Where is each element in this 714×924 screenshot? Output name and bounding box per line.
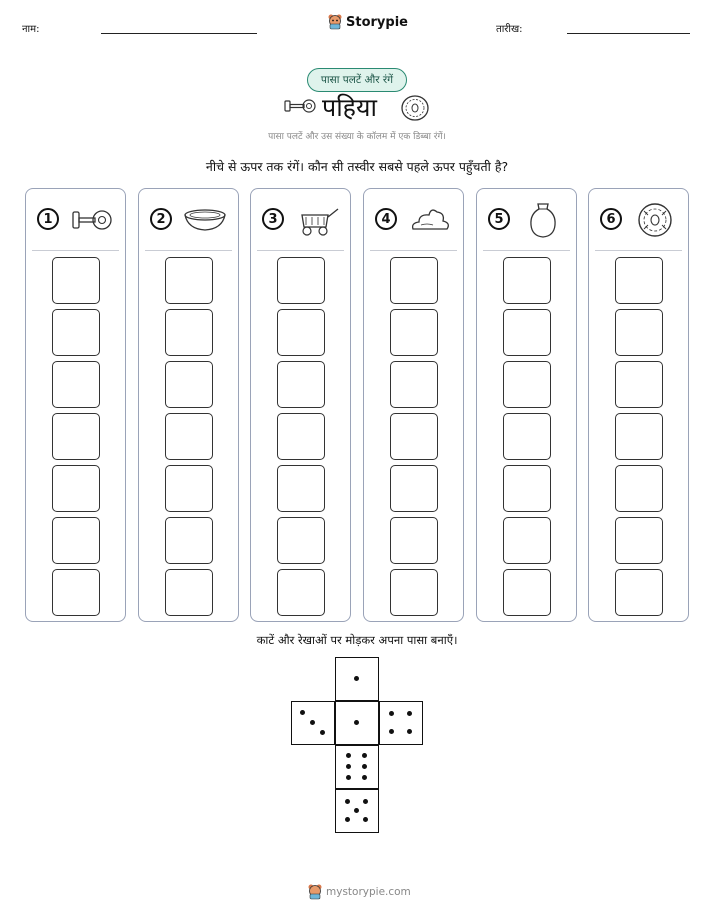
color-box[interactable]: [503, 257, 551, 304]
die-pip: [346, 775, 351, 780]
die-pip: [346, 764, 351, 769]
color-box[interactable]: [52, 517, 100, 564]
column-4: [363, 188, 464, 622]
activity-badge: पासा पलटें और रंगें: [307, 68, 407, 92]
wagon-icon: [294, 201, 340, 239]
die-pip: [363, 799, 368, 804]
die-pip: [354, 676, 359, 681]
color-box[interactable]: [52, 413, 100, 460]
color-box[interactable]: [277, 413, 325, 460]
die-pip: [346, 753, 351, 758]
column-number: 5: [488, 208, 510, 230]
color-box[interactable]: [277, 257, 325, 304]
die-pip: [362, 753, 367, 758]
color-box[interactable]: [390, 309, 438, 356]
cut-instruction: काटें और रेखाओं पर मोड़कर अपना पासा बनाएँ।: [256, 633, 458, 647]
color-box[interactable]: [277, 361, 325, 408]
color-box[interactable]: [615, 517, 663, 564]
column-divider: [257, 250, 344, 251]
color-box[interactable]: [165, 465, 213, 512]
die-pip: [362, 764, 367, 769]
color-box[interactable]: [277, 465, 325, 512]
die-pip: [354, 720, 359, 725]
color-box[interactable]: [390, 517, 438, 564]
die-pip: [363, 817, 368, 822]
die-face-top: [335, 657, 379, 701]
footer-bear-icon: [308, 884, 322, 900]
color-box[interactable]: [52, 361, 100, 408]
color-box[interactable]: [503, 465, 551, 512]
die-face-left: [291, 701, 335, 745]
column-number: 2: [150, 208, 172, 230]
dumbbell-icon: [69, 201, 115, 239]
die-face-center: [335, 701, 379, 745]
column-2: [138, 188, 239, 622]
color-box[interactable]: [277, 517, 325, 564]
page-subtitle: पासा पलटें और उस संख्या के कॉलम में एक डिब्बा रंगें।: [268, 132, 446, 142]
column-5: [476, 188, 577, 622]
die-pip: [345, 817, 350, 822]
color-box[interactable]: [615, 309, 663, 356]
color-box[interactable]: [52, 257, 100, 304]
color-box[interactable]: [503, 361, 551, 408]
die-face-bottom: [335, 789, 379, 833]
die-pip: [407, 711, 412, 716]
page-title: पहिया: [322, 93, 377, 122]
color-box[interactable]: [390, 361, 438, 408]
footer: [308, 884, 411, 900]
color-box[interactable]: [390, 413, 438, 460]
column-divider: [370, 250, 457, 251]
color-box[interactable]: [52, 569, 100, 616]
name-label: नाम:: [22, 24, 40, 35]
name-line: [101, 33, 257, 34]
color-box[interactable]: [165, 361, 213, 408]
footer-url: mystorypie.com: [326, 886, 411, 898]
color-box[interactable]: [503, 517, 551, 564]
title-wheel-icon: [400, 94, 430, 122]
instruction-text: नीचे से ऊपर तक रंगें। कौन सी तस्वीर सबसे पहले ऊपर पहुँचती है?: [205, 159, 509, 174]
color-box[interactable]: [165, 257, 213, 304]
column-divider: [145, 250, 232, 251]
vase-icon: [520, 201, 566, 239]
die-pip: [320, 730, 325, 735]
die-face-lower: [335, 745, 379, 789]
date-line: [567, 33, 690, 34]
color-box[interactable]: [615, 569, 663, 616]
brand-logo: [328, 14, 408, 30]
bowl-icon: [182, 201, 228, 239]
column-divider: [483, 250, 570, 251]
color-box[interactable]: [615, 465, 663, 512]
column-number: 3: [262, 208, 284, 230]
color-box[interactable]: [277, 569, 325, 616]
column-number: 1: [37, 208, 59, 230]
color-box[interactable]: [165, 569, 213, 616]
date-label: तारीख:: [496, 24, 523, 35]
color-box[interactable]: [165, 413, 213, 460]
color-box[interactable]: [390, 569, 438, 616]
die-pip: [310, 720, 315, 725]
color-box[interactable]: [390, 257, 438, 304]
color-box[interactable]: [390, 465, 438, 512]
die-pip: [300, 710, 305, 715]
die-pip: [362, 775, 367, 780]
column-3: [250, 188, 351, 622]
color-box[interactable]: [503, 309, 551, 356]
column-number: 6: [600, 208, 622, 230]
color-box[interactable]: [503, 413, 551, 460]
column-divider: [595, 250, 682, 251]
die-pip: [345, 799, 350, 804]
column-number: 4: [375, 208, 397, 230]
column-1: [25, 188, 126, 622]
color-box[interactable]: [615, 257, 663, 304]
die-pip: [389, 711, 394, 716]
column-divider: [32, 250, 119, 251]
column-6: [588, 188, 689, 622]
color-box[interactable]: [52, 465, 100, 512]
donut-icon: [632, 201, 678, 239]
color-box[interactable]: [277, 309, 325, 356]
die-pip: [354, 808, 359, 813]
color-box[interactable]: [615, 361, 663, 408]
brand-name: Storypie: [346, 14, 408, 30]
color-box[interactable]: [615, 413, 663, 460]
color-box[interactable]: [165, 309, 213, 356]
die-pip: [389, 729, 394, 734]
bear-icon: [328, 14, 342, 30]
die-pip: [407, 729, 412, 734]
dough-icon: [407, 201, 453, 239]
color-box[interactable]: [52, 309, 100, 356]
title-dumbbell-icon: [284, 98, 316, 114]
color-box[interactable]: [503, 569, 551, 616]
color-box[interactable]: [165, 517, 213, 564]
die-face-right: [379, 701, 423, 745]
